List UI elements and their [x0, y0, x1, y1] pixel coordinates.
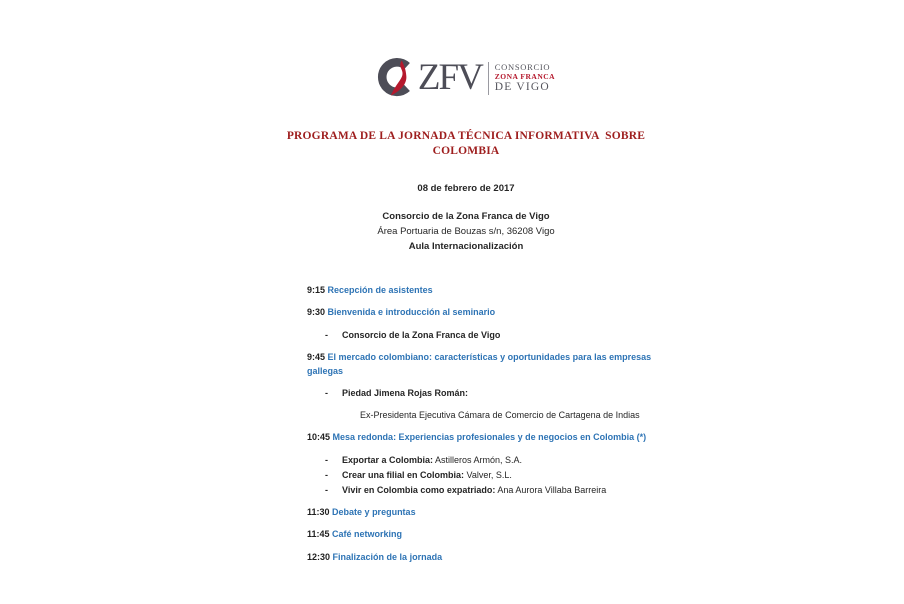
bullet-item-welcome-speaker [307, 328, 677, 342]
venue-address: Área Portuaria de Bouzas s/n, 36208 Vigo [377, 226, 555, 237]
event-date: 08 de febrero de 2017 [417, 183, 515, 194]
bullet-text-rest: Astilleros Armón, S.A. [433, 455, 523, 465]
schedule-item-915 [307, 283, 677, 297]
bullet-text-bold: Exportar a Colombia: [342, 455, 434, 465]
schedule-time: 11:45 [307, 529, 330, 539]
logo-acronym: ZFV [417, 57, 482, 98]
bullet-text-rest: Ana Aurora Villaba Barreira [495, 485, 607, 495]
zfv-flame-icon [377, 56, 417, 100]
logo-org-line-1: CONSORCIO [494, 61, 551, 72]
bullet-text: Consorcio de la Zona Franca de Vigo [342, 330, 501, 340]
schedule-session-title: Mesa redonda: Experiencias profesionales y de negocios en Colombia (*) [332, 432, 647, 442]
schedule-item-945 [307, 350, 677, 378]
logo-org-line-3: DE VIGO [494, 81, 550, 93]
program-title [28, 129, 904, 159]
program-title-line-1: PROGRAMA DE LA JORNADA TÉCNICA INFORMATIVA SOBRE [286, 130, 646, 142]
logo-org-name [489, 63, 555, 94]
schedule-session-title: Finalización de la jornada [332, 552, 443, 562]
schedule-session-title: El mercado colombiano: características y oportunidades para las empresas gallegas [307, 352, 652, 376]
bullet-item-subsidiary [307, 468, 677, 482]
bullet-text-bold: Crear una filial en Colombia: [342, 470, 465, 480]
program-title-line-2: COLOMBIA [432, 145, 500, 157]
bullet-item-expat [307, 483, 677, 497]
venue-block [28, 209, 904, 254]
schedule-item-1230 [307, 550, 677, 564]
schedule-session-title: Recepción de asistentes [327, 285, 433, 295]
bullet-dash: - [325, 485, 328, 495]
schedule-session-title: Bienvenida e introducción al seminario [327, 307, 496, 317]
bullet-item-export [307, 453, 677, 467]
zfv-logo [28, 55, 904, 101]
schedule-item-1130 [307, 505, 677, 519]
speaker-note: Ex-Presidenta Ejecutiva Cámara de Comercio de Cartagena de Indias [360, 410, 640, 420]
schedule-time: 12:30 [307, 552, 331, 562]
bullet-dash: - [325, 388, 328, 398]
schedule-time: 10:45 [307, 432, 331, 442]
bullet-dash: - [325, 455, 328, 465]
bullet-text-bold: Vivir en Colombia como expatriado: [342, 485, 496, 495]
bullet-text: Piedad Jimena Rojas Román: [342, 388, 469, 398]
schedule-item-1045 [307, 430, 677, 444]
schedule-session-title: Debate y preguntas [332, 507, 416, 517]
bullet-text [342, 468, 677, 482]
bullet-text [342, 453, 677, 467]
bullet-text-rest: Valver, S.L. [464, 470, 512, 480]
bullet-text [342, 483, 677, 497]
bullet-item-market-speaker [307, 386, 677, 400]
bullet-dash: - [325, 470, 328, 480]
schedule-item-930 [307, 305, 677, 319]
venue-name: Consorcio de la Zona Franca de Vigo [382, 211, 550, 222]
schedule-time: 9:30 [307, 307, 326, 317]
bullet-dash: - [325, 330, 328, 340]
venue-room: Aula Internacionalización [408, 241, 524, 252]
schedule-session-title: Café networking [332, 529, 403, 539]
schedule-list [307, 283, 677, 564]
schedule-time: 9:15 [307, 285, 326, 295]
schedule-time: 9:45 [307, 352, 326, 362]
schedule-time: 11:30 [307, 507, 330, 517]
schedule-item-1145 [307, 527, 677, 541]
logo-org-line-2: ZONA FRANCA [494, 72, 556, 81]
